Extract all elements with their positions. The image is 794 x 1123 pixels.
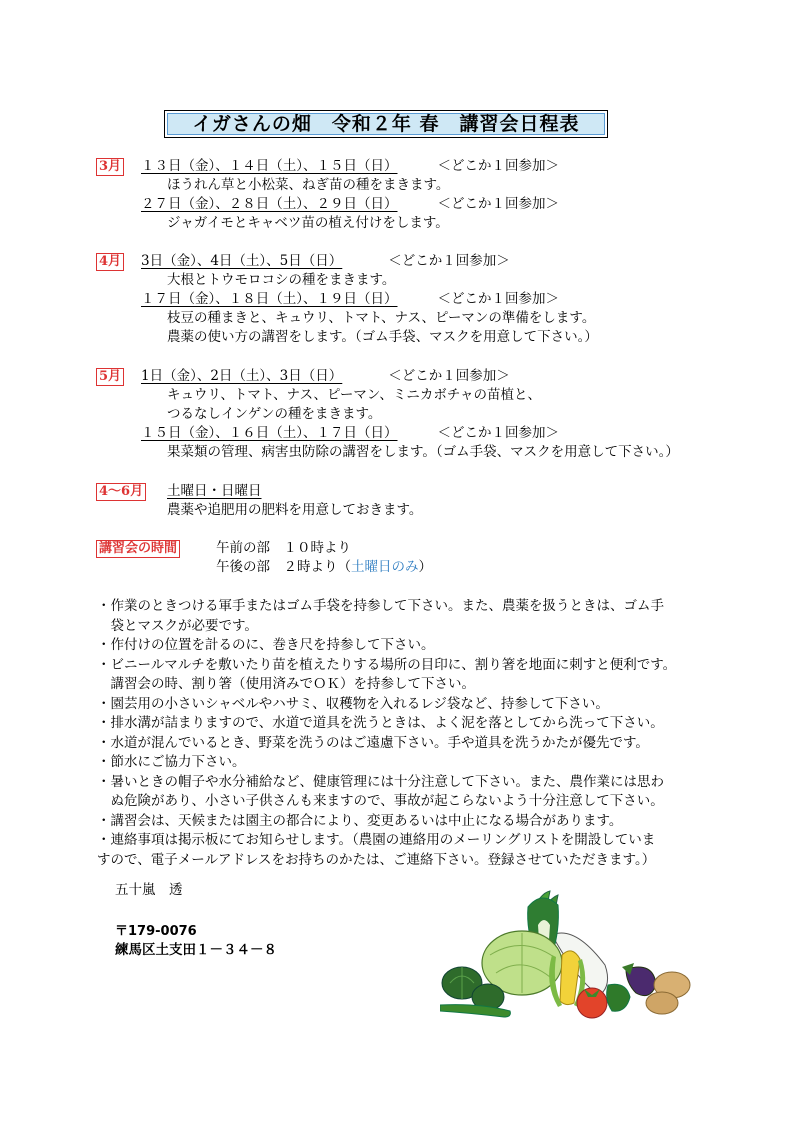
apr-jun-dates xyxy=(167,482,262,500)
page-title: イガさんの畑 令和２年 春 講習会日程表 xyxy=(164,110,608,138)
april-session-2-desc-1: 枝豆の種まきと、キュウリ、トマト、ナス、ピーマンの準備をします。 xyxy=(167,310,596,326)
note-line: ・ビニールマルチを敷いたり苗を植えたりする場所の目印に、割り箸を地面に刺すと便利です。 xyxy=(97,656,677,673)
april-session-1 xyxy=(141,252,510,270)
note-line: ・暑いときの帽子や水分補給など、健康管理には十分注意して下さい。また、農作業には思わ xyxy=(97,773,664,790)
note-line: ・連絡事項は掲示板にてお知らせします。（農園の連絡用のメーリングリストを開設していま xyxy=(97,832,656,848)
april-session-2-note: ＜どこか１回参加＞ xyxy=(437,291,559,307)
month-label-march: 3月 xyxy=(96,158,124,176)
april-session-2 xyxy=(141,290,559,308)
may-session-1-dates: 1日（金）、2日（土）、3日（日） xyxy=(141,368,343,384)
note-line: 袋とマスクが必要です。 xyxy=(97,617,258,634)
contact-address: 練馬区土支田１－３４－８ xyxy=(115,942,277,958)
apr-jun-dates-text: 土曜日・日曜日 xyxy=(167,483,262,499)
vegetables-illustration xyxy=(440,885,700,1025)
month-label-april: 4月 xyxy=(96,253,124,271)
note-line: ・作業のときつける軍手またはゴム手袋を持参して下さい。また、農薬を扱うときは、ゴム手 xyxy=(97,598,664,614)
apr-jun-desc: 農薬や追肥用の肥料を用意しておきます。 xyxy=(167,502,423,518)
march-session-1-desc: ほうれん草と小松菜、ねぎ苗の種をまきます。 xyxy=(167,177,450,193)
march-session-2-dates: ２７日（金）、２８日（土）、２９日（日） xyxy=(141,196,398,212)
march-session-2-note: ＜どこか１回参加＞ xyxy=(437,196,559,212)
april-session-1-desc: 大根とトウモロコシの種をまきます。 xyxy=(167,272,396,288)
cucumber-icon xyxy=(440,1005,510,1017)
april-session-2-dates: １７日（金）、１８日（土）、１９日（日） xyxy=(141,291,398,307)
session-morning: 午前の部 １０時より xyxy=(216,540,351,556)
march-session-2-desc: ジャガイモとキャベツ苗の植え付けをします。 xyxy=(167,215,449,231)
note-line: 講習会の時、割り箸（使用済みでＯＫ）を持参して下さい。 xyxy=(97,676,475,692)
note-line: ぬ危険があり、小さい子供さんも来ますので、事故が起こらないよう十分注意して下さい。 xyxy=(97,793,664,809)
may-session-1-note: ＜どこか１回参加＞ xyxy=(388,368,510,384)
note-line: ・講習会は、天候または園主の都合により、変更あるいは中止になる場合があります。 xyxy=(97,812,623,829)
may-session-1 xyxy=(141,367,510,385)
session-afternoon-text: 午後の部 ２時より（ xyxy=(216,559,351,575)
note-line: すので、電子メールアドレスをお持ちのかたは、ご連絡下さい。登録させていただきます。） xyxy=(97,851,656,868)
month-label-apr-jun: 4～6月 xyxy=(96,483,146,501)
note-line: ・園芸用の小さいシャベルやハサミ、収穫物を入れるレジ袋など、持参して下さい。 xyxy=(97,695,609,712)
march-session-1-dates: １３日（金）、１４日（土）、１５日（日） xyxy=(141,158,398,174)
march-session-1 xyxy=(141,157,559,175)
note-line: ・作付けの位置を計るのに、巻き尺を持参して下さい。 xyxy=(97,637,435,653)
april-session-1-dates: 3日（金）、4日（土）、5日（日） xyxy=(141,253,343,269)
tomato-icon xyxy=(577,988,607,1018)
contact-postal: 〒179-0076 xyxy=(115,924,197,939)
session-afternoon xyxy=(216,558,432,577)
may-session-2-desc: 果菜類の管理、病害虫防除の講習をします。（ゴム手袋、マスクを用意して下さい。） xyxy=(167,444,679,460)
march-session-1-note: ＜どこか１回参加＞ xyxy=(437,158,559,174)
green-pepper-icon xyxy=(607,984,630,1011)
session-afternoon-suffix: ） xyxy=(418,559,432,575)
contact-name: 五十嵐 透 xyxy=(115,882,183,898)
may-session-1-desc-2: つるなしインゲンの種をまきます。 xyxy=(167,406,382,422)
may-session-2 xyxy=(141,424,559,442)
note-line: ・節水にご協力下さい。 xyxy=(97,754,246,770)
note-line: ・水道が混んでいるとき、野菜を洗うのはご遠慮下さい。手や道具を洗うかたが優先です。 xyxy=(97,734,649,751)
may-session-2-note: ＜どこか１回参加＞ xyxy=(437,425,559,441)
may-session-2-dates: １５日（金）、１６日（土）、１７日（日） xyxy=(141,425,398,441)
session-afternoon-note: 土曜日のみ xyxy=(351,559,419,575)
april-session-1-note: ＜どこか１回参加＞ xyxy=(388,253,510,269)
april-session-2-desc-2: 農薬の使い方の講習をします。（ゴム手袋、マスクを用意して下さい。） xyxy=(167,329,598,345)
notes-list xyxy=(97,597,707,870)
march-session-2 xyxy=(141,195,559,213)
may-session-1-desc-1: キュウリ、トマト、ナス、ピーマン、ミニカボチャの苗植と、 xyxy=(167,387,541,403)
session-time-label: 講習会の時間 xyxy=(96,540,180,558)
month-label-may: 5月 xyxy=(96,368,124,386)
note-line: ・排水溝が詰まりますので、水道で道具を洗うときは、よく泥を落としてから洗って下さい。 xyxy=(97,715,664,731)
